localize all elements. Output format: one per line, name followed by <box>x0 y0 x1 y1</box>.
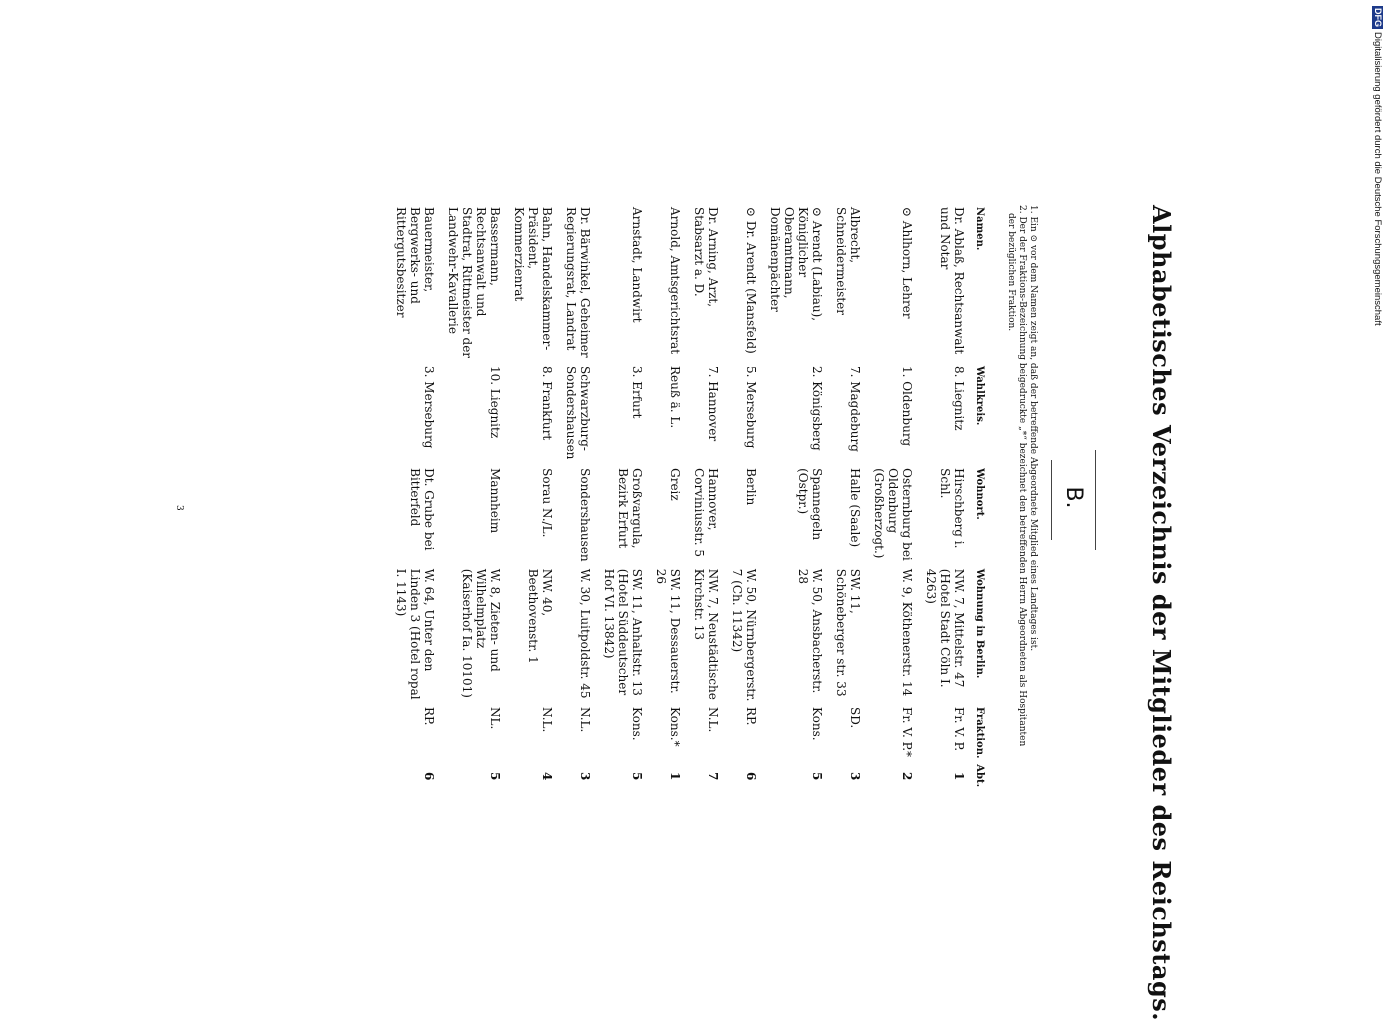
table-row <box>682 205 720 790</box>
note-3: der bezüglichen Fraktion. <box>1006 213 1016 332</box>
cell-wohnung: SW. 11, Schöneberger str. 33 <box>834 568 862 697</box>
table-row <box>862 205 914 790</box>
table-row <box>436 205 502 790</box>
page-title: Alphabetisches Verzeichnis der Mitglieder des Reichstags. <box>1147 205 1176 1021</box>
cell-wohnort: Hannover, Corviniusstr. 5 <box>692 468 720 557</box>
cell-abt: 5 <box>810 771 824 781</box>
cell-abt: 3 <box>578 771 592 781</box>
cell-fraktion: Kons.* <box>668 707 682 747</box>
cell-fraktion: RP. <box>422 707 436 726</box>
cell-wohnung: NW. 40, Beethovenstr. 1 <box>526 568 554 664</box>
cell-abt: 4 <box>540 771 554 781</box>
col-header-abt: Abt. <box>974 764 985 788</box>
cell-name: Arnold, Amtsgerichtsrat <box>668 207 682 355</box>
cell-wohnung: SW. 11, Anhaltstr. 13 (Hotel Süddeutscher Hof VI. 13842) <box>602 568 644 696</box>
cell-name: Bauermeister, Bergwerks- und Rittergutsbesitzer <box>394 207 436 318</box>
cell-wohnort: Spannegeln (Ostpr.) <box>796 468 824 541</box>
divider <box>1095 450 1096 550</box>
cell-wahlkreis: 8. Liegnitz <box>952 365 966 431</box>
cell-abt: 6 <box>744 771 758 781</box>
cell-fraktion: N.L. <box>578 707 592 733</box>
table-row <box>644 205 682 790</box>
cell-wohnort: Dt. Grube bei Bitterfeld <box>408 468 436 551</box>
page-number: 3 <box>174 505 184 511</box>
cell-name: ⊙ Ahlhorn, Lehrer <box>900 207 914 319</box>
cell-wohnung: W. 9, Köthenerstr. 14 <box>900 568 914 697</box>
cell-name: Arnstadt, Landwirt <box>630 207 644 323</box>
col-header-name: Namen. <box>974 207 985 251</box>
table-row <box>384 205 436 790</box>
col-header-wohnort: Wohnort. <box>974 468 985 520</box>
table-header-row <box>966 205 986 790</box>
cell-wahlkreis: 2. Königsberg <box>810 365 824 451</box>
cell-fraktion: RP. <box>744 707 758 726</box>
cell-wohnort: Hirschberg i. Schl. <box>938 468 966 549</box>
table-row <box>720 205 758 790</box>
table-row <box>824 205 862 790</box>
cell-wahlkreis: 1. Oldenburg <box>900 365 914 447</box>
cell-wohnung: W. 8, Zieten- und Wilhelmplatz (Kaiserhof Ia. 10101) <box>460 568 502 698</box>
cell-fraktion: N.L. <box>540 707 554 733</box>
cell-abt: 5 <box>488 771 502 781</box>
cell-wahlkreis: 3. Erfurt <box>630 365 644 419</box>
cell-wohnort: Halle (Saale) <box>848 468 862 548</box>
cell-abt: 2 <box>900 771 914 781</box>
cell-fraktion: Kons. <box>630 707 644 741</box>
divider <box>1051 460 1052 540</box>
cell-fraktion: Fr. V. P. <box>952 707 966 752</box>
cell-wohnort: Osternburg bei Oldenburg (Großherzogt.) <box>872 468 914 561</box>
cell-fraktion: N.L. <box>706 707 720 733</box>
cell-wahlkreis: 8. Frankfurt <box>540 365 554 441</box>
cell-wahlkreis: 7. Hannover <box>706 365 720 442</box>
table-body <box>384 205 966 790</box>
col-header-wahlkreis: Wahlkreis. <box>974 365 985 426</box>
dfg-logo: DFG <box>1373 8 1383 27</box>
col-header-wohnung: Wohnung in Berlin. <box>974 568 985 679</box>
cell-wohnung: NW. 7, Neustädtische Kirchstr. 13 <box>692 568 720 700</box>
table-row <box>592 205 644 790</box>
cell-wahlkreis: 3. Merseburg <box>422 365 436 449</box>
cell-abt: 5 <box>630 771 644 781</box>
cell-name: Bassermann, Rechtsanwalt und Stadtrat, Rittmeister der Landwehr-Kavallerie <box>446 207 502 359</box>
cell-name: Albrecht, Schneidermeister <box>834 207 862 315</box>
note-1: 1. Ein ⊙ vor dem Namen zeigt an, daß der betreffende Abgeordnete Mitglied eines Landtages ist. <box>1028 205 1038 652</box>
members-table <box>384 205 986 790</box>
table-row <box>758 205 824 790</box>
notes <box>1005 205 1038 790</box>
cell-name: Dr. Arning, Arzt, Stabsarzt a. D. <box>692 207 720 308</box>
table-row <box>502 205 554 790</box>
table-row <box>554 205 592 790</box>
cell-wohnung: W. 50, Nürnbergerstr. 7 (Ch. 11342) <box>730 568 758 702</box>
rotated-page <box>174 205 1186 1021</box>
cell-abt: 1 <box>952 771 966 781</box>
cell-wohnort: Greiz <box>668 468 682 501</box>
cell-wahlkreis: 10. Liegnitz <box>488 365 502 439</box>
table-row <box>914 205 966 790</box>
cell-wohnung: NW. 7, Mittelstr. 47 (Hotel Stadt Cöln I. 4263) <box>924 568 966 688</box>
cell-wohnort: Berlin <box>744 468 758 506</box>
cell-wahlkreis: Reuß ä. L. <box>668 365 682 429</box>
cell-wahlkreis: 7. Magdeburg <box>848 365 862 452</box>
cell-fraktion: NL. <box>488 707 502 730</box>
cell-name: ⊙ Dr. Arendt (Mansfeld) <box>744 207 758 354</box>
cell-wohnung: W. 30, Luitpoldstr. 45 <box>578 568 592 699</box>
cell-wohnung: W. 64, Unter den Linden 3 (Hotel ropal I. 1143) <box>394 568 436 700</box>
cell-fraktion: Fr. V. P.* <box>900 707 914 758</box>
cell-abt: 7 <box>706 771 720 781</box>
cell-wohnort: Sondershausen <box>578 468 592 562</box>
section-letter: B. <box>1061 486 1086 509</box>
cell-wohnung: SW. 11, Dessauerstr. 26 <box>654 568 682 694</box>
cell-name: Dr. Bärwinkel, Geheimer Regierungsrat, Landrat <box>564 207 592 358</box>
cell-name: Bahn, Handelskammer-Präsident, Kommerzienrat <box>512 207 554 351</box>
cell-wohnort: Sorau N./L. <box>540 468 554 538</box>
cell-wohnung: W. 50, Ansbacherstr. 28 <box>796 568 824 694</box>
cell-fraktion: SD. <box>848 707 862 729</box>
side-credit <box>1372 6 1383 396</box>
cell-wahlkreis: 5. Merseburg <box>744 365 758 449</box>
cell-fraktion: Kons. <box>810 707 824 741</box>
col-header-fraktion: Fraktion. <box>974 707 985 759</box>
cell-wohnort: Großvargula, Bezirk Erfurt <box>616 468 644 549</box>
cell-abt: 1 <box>668 771 682 781</box>
cell-abt: 3 <box>848 771 862 781</box>
note-2: 2. Der der Fraktions-Bezeichnung beigedruckte „*“ bezeichnet den betreffenden Herrn Abgeordneten als Hospitanten <box>1017 205 1027 747</box>
cell-wahlkreis: Schwarzburg-Sondershausen <box>564 365 592 460</box>
cell-name: ⊙ Arendt (Labiau), Königlicher Oberamtmann, Domänenpächter <box>768 207 824 322</box>
cell-wohnort: Mannheim <box>488 468 502 534</box>
cell-abt: 6 <box>422 771 436 781</box>
credit-text: Digitalisierung gefördert durch die Deutsche Forschungsgemeinschaft <box>1372 32 1383 326</box>
cell-name: Dr. Ablaß, Rechtsanwalt und Notar <box>938 207 966 355</box>
